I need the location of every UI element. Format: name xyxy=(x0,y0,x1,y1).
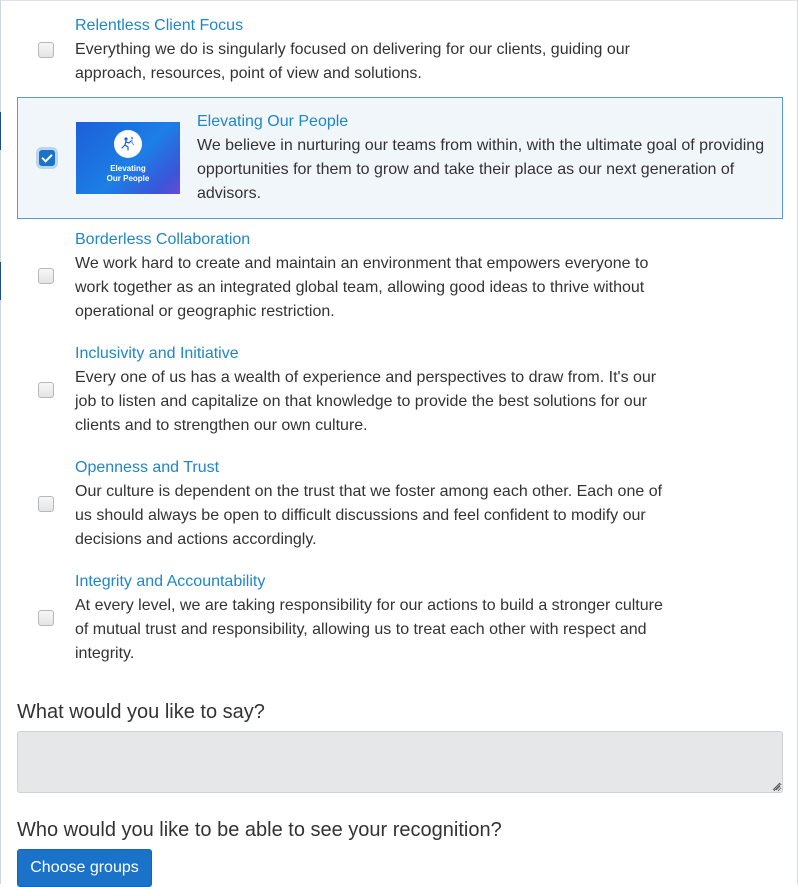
value-description-line: us should always be open to difficult discussions and feel confident to modify our xyxy=(75,507,646,524)
value-description-line: We believe in nurturing our teams from within, with the ultimate goal of providing xyxy=(197,137,765,154)
value-option-integrity-and-accountability[interactable] xyxy=(17,568,783,668)
value-description-line: of mutual trust and responsibility, allowing us to treat each other with respect and xyxy=(75,621,647,638)
value-description-line: opportunities for them to grow and take their place as our next generation of xyxy=(197,161,735,178)
value-checkbox[interactable] xyxy=(38,42,54,58)
people-climbing-icon xyxy=(114,130,142,158)
choose-groups-button[interactable]: Choose groups xyxy=(17,849,152,887)
value-image-caption: Elevating Our People xyxy=(106,164,150,183)
value-description-line: We work hard to create and maintain an environment that empowers everyone to xyxy=(75,255,649,272)
value-description-line: operational or geographic restriction. xyxy=(75,303,335,320)
visibility-label: Who would you like to be able to see your recognition? xyxy=(17,819,502,841)
window-left-border xyxy=(0,0,1,884)
value-option-elevating-our-people[interactable] xyxy=(17,97,783,219)
value-checkbox[interactable] xyxy=(38,268,54,284)
value-checkbox[interactable] xyxy=(38,610,54,626)
message-label: What would you like to say? xyxy=(17,701,265,723)
value-description-line: Everything we do is singularly focused on delivering for our clients, guiding our xyxy=(75,41,630,58)
value-description-line: Our culture is dependent on the trust that we foster among each other. Each one of xyxy=(75,483,663,500)
value-description-line: work together as an integrated global team, allowing good ideas to thrive without xyxy=(75,279,645,296)
value-checkbox-checked[interactable] xyxy=(39,150,55,166)
value-description-line: clients and to strengthen our own culture. xyxy=(75,417,368,434)
value-description-line: At every level, we are taking responsibility for our actions to build a stronger culture xyxy=(75,597,663,614)
value-image-elevating-our-people xyxy=(76,122,180,194)
left-edge-accent xyxy=(0,112,1,150)
value-description-line: approach, resources, point of view and solutions. xyxy=(75,65,422,82)
value-title[interactable]: Borderless Collaboration xyxy=(75,231,251,248)
value-option-inclusivity-and-initiative[interactable] xyxy=(17,340,783,440)
resize-handle-icon[interactable] xyxy=(771,781,781,791)
value-title[interactable]: Openness and Trust xyxy=(75,459,220,476)
value-option-openness-and-trust[interactable] xyxy=(17,454,783,554)
message-textarea[interactable] xyxy=(17,731,783,793)
value-checkbox[interactable] xyxy=(38,382,54,398)
value-description-line: decisions and actions accordingly. xyxy=(75,531,317,548)
value-option-borderless-collaboration[interactable] xyxy=(17,226,783,326)
value-title[interactable]: Elevating Our People xyxy=(197,113,349,130)
value-description-line: job to listen and capitalize on that knowledge to provide the best solutions for our xyxy=(75,393,647,410)
left-edge-accent xyxy=(0,262,1,300)
value-description-line: advisors. xyxy=(197,185,262,202)
window-top-border xyxy=(0,0,798,1)
value-checkbox[interactable] xyxy=(38,496,54,512)
value-title[interactable]: Relentless Client Focus xyxy=(75,17,244,34)
value-description-line: Every one of us has a wealth of experience and perspectives to draw from. It's our xyxy=(75,369,657,386)
value-title[interactable]: Integrity and Accountability xyxy=(75,573,266,590)
value-option-relentless-client-focus[interactable] xyxy=(17,12,783,88)
value-description-line: integrity. xyxy=(75,645,135,662)
value-title[interactable]: Inclusivity and Initiative xyxy=(75,345,239,362)
